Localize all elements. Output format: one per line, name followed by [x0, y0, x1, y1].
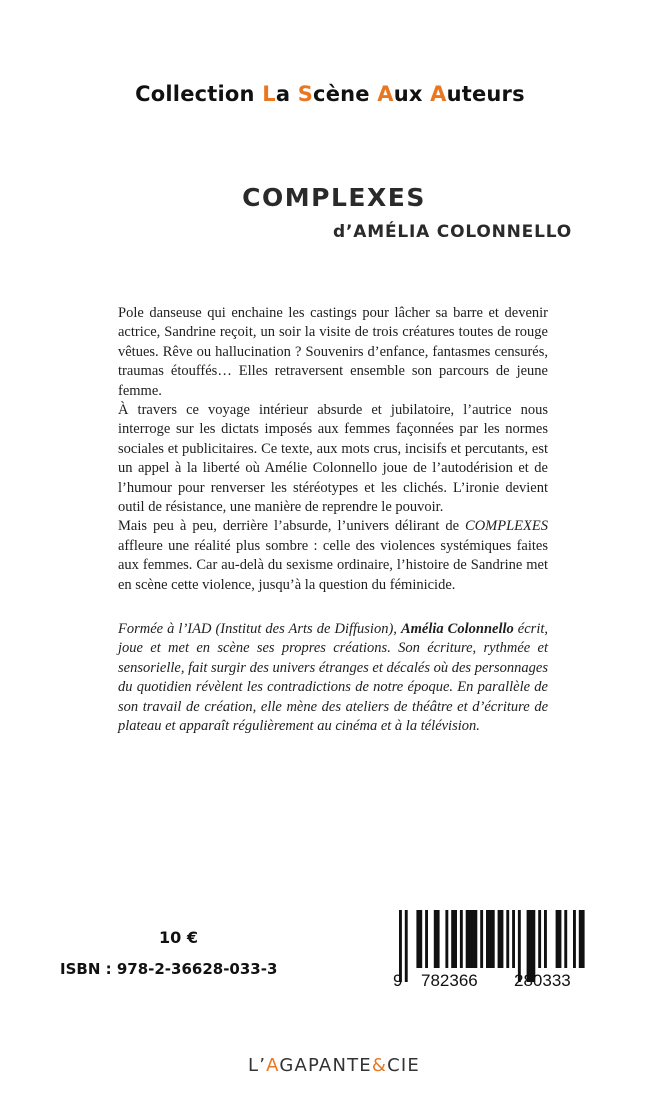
- barcode-first-digit: 9: [393, 971, 403, 990]
- collection-name: [0, 82, 660, 106]
- collection-word: [377, 82, 422, 106]
- barcode-right-digits: 280333: [514, 971, 571, 990]
- bio-author-name: Amélia Colonnello: [400, 621, 514, 637]
- summary-paragraph: À travers ce voyage intérieur absurde et jubilatoire, l’autrice nous interroge sur les dictats imposés aux femmes façonnées par les normes sociales et publicitaires. Ce texte, aux mots crus, incisifs et percutants, est un appel à la liberté où Amélie Colonnello joue de l’autodérision et de l’humour pour renverser les stéréotypes et les clichés. L’ironie devient outil de résistance, une manière de reprendre le pouvoir.: [118, 402, 548, 516]
- price: 10 €: [159, 928, 198, 947]
- barcode-digits: [393, 968, 589, 992]
- author-bio: [118, 620, 548, 736]
- bio-text-segment: écrit, joue et met en scène ses propres créations. Son écriture, rythmée et sensorielle, fait surgir des univers étranges et décalés où des personnages du quotidien révèlent les contradictions de notre époque. En parallèle de son travail de création, elle mène des ateliers de théâtre et d’écriture de plateau et apparaît régulièrement au cinéma et à la télévision.: [118, 621, 549, 735]
- collection-word: [430, 82, 525, 106]
- publisher-accent: A: [266, 1055, 280, 1076]
- collection-initial: A: [377, 82, 394, 106]
- summary-paragraph: [118, 517, 548, 595]
- author-prefix: d’: [333, 222, 354, 242]
- summary-text: [118, 304, 548, 595]
- book-title: COMPLEXES: [242, 183, 426, 212]
- author-name: AMÉLIA COLONNELLO: [353, 222, 572, 242]
- publisher-logo: [0, 1055, 660, 1076]
- publisher-accent: &: [371, 1055, 388, 1076]
- summary-paragraph: Pole danseuse qui enchaine les castings pour lâcher sa barre et devenir actrice, Sandrine reçoit, un soir la visite de trois créatures toutes de rouge vêtues. Rêve ou hallucination ? Souvenirs d’enfance, fantasmes censurés, traumas étouffés… Elles retraversent ensemble son parcours de jeune femme.: [118, 305, 548, 399]
- collection-word: [262, 82, 290, 106]
- publisher-part: L’: [248, 1055, 267, 1076]
- collection-initial: S: [297, 82, 314, 106]
- collection-word-rest: ux: [393, 82, 423, 106]
- collection-initial: A: [430, 82, 447, 106]
- title-italic: COMPLEXES: [465, 518, 548, 535]
- bio-text-segment: Formée à l’IAD (Institut des Arts de Diffusion),: [118, 621, 401, 637]
- author-line: [333, 222, 572, 242]
- bio-paragraph: [118, 620, 548, 736]
- collection-initial: L: [262, 82, 276, 106]
- summary-text-segment: Mais peu à peu, derrière l’absurde, l’univers délirant de: [118, 518, 466, 535]
- summary-text-segment: affleure une réalité plus sombre : celle des violences systémiques faites aux femmes. Car au-delà du sexisme ordinaire, l’histoire de Sandrine met en scène cette violence, jusqu’à la question du féminicide.: [118, 537, 548, 593]
- collection-word-rest: a: [275, 82, 291, 106]
- collection-word: [298, 82, 370, 106]
- isbn: ISBN : 978-2-36628-033-3: [60, 960, 278, 978]
- barcode-left-digits: 782366: [421, 971, 478, 990]
- collection-prefix: Collection: [135, 82, 255, 106]
- collection-word-rest: uteurs: [446, 82, 525, 106]
- publisher-part: CIE: [387, 1055, 420, 1076]
- collection-word-rest: cène: [313, 82, 370, 106]
- publisher-part: GAPANTE: [279, 1055, 372, 1076]
